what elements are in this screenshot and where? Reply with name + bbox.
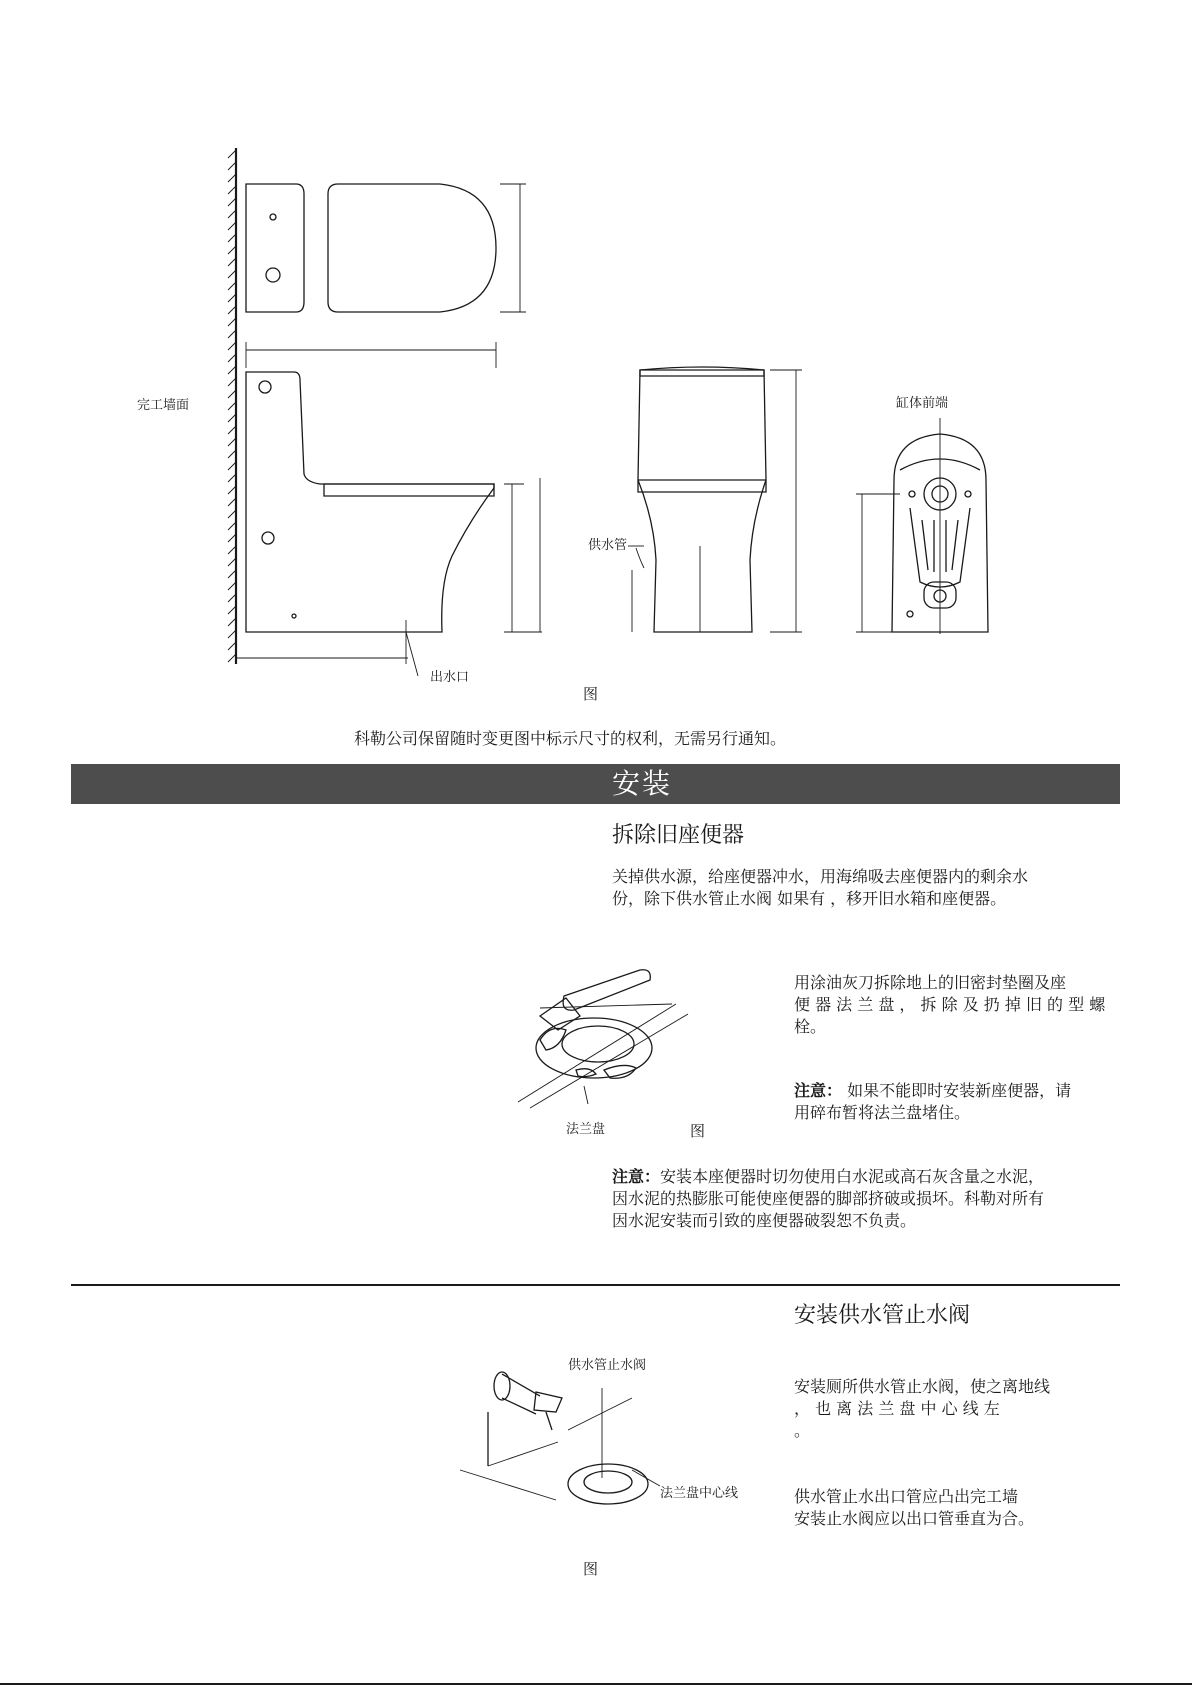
- top-view: [246, 184, 526, 312]
- flange-label: 法兰盘: [566, 1122, 606, 1137]
- note-cover-flange: [794, 1080, 1071, 1102]
- bowl-front-label: 缸体前端: [896, 396, 949, 411]
- cement-warning-2: 因水泥的热膨胀可能使座便器的脚部挤破或损坏。科勒对所有: [612, 1189, 1045, 1208]
- valve-text-4: 供水管止水出口管应凸出完工墙: [794, 1487, 1019, 1506]
- valve-and-flange: [460, 1372, 660, 1504]
- cement-warning-1: [612, 1166, 1044, 1188]
- finished-wall-label: 完工墙面: [137, 398, 190, 413]
- outlet-label: 出水口: [430, 670, 470, 685]
- valve-text-3: 。: [794, 1421, 811, 1440]
- warning-text: 安装本座便器时切勿使用白水泥或高石灰含量之水泥，: [660, 1167, 1045, 1186]
- note-label: 注意：: [794, 1081, 843, 1100]
- section-title: 安装: [612, 767, 673, 800]
- figure-label: 图: [583, 685, 599, 703]
- flange-figure-label: 图: [690, 1122, 706, 1140]
- remove-toilet-text-2: 份，除下供水管止水阀 如果有 ，移开旧水箱和座便器。: [612, 889, 1007, 908]
- scrape-text-2: 便 器 法 兰 盘 ， 拆 除 及 扔 掉 旧 的 型 螺: [794, 995, 1106, 1014]
- scrape-text-3: 栓。: [794, 1017, 827, 1036]
- scrape-text-1: 用涂油灰刀拆除地上的旧密封垫圈及座: [794, 973, 1067, 992]
- cement-warning-3: 因水泥安装而引致的座便器破裂恕不负责。: [612, 1211, 917, 1230]
- valve-text-2: ， 也 离 法 兰 盘 中 心 线 左: [794, 1399, 1000, 1418]
- finished-wall: [228, 148, 236, 664]
- dimension-notice: 科勒公司保留随时变更图中标示尺寸的权利，无需另行通知。: [354, 729, 787, 748]
- supply-pipe-label: 供水管: [588, 538, 628, 553]
- toilet-dimension-drawing: [0, 0, 1192, 720]
- valve-text-5: 安装止水阀应以出口管垂直为合。: [794, 1509, 1035, 1528]
- section-divider: [71, 1284, 1120, 1286]
- front-view: [628, 367, 802, 632]
- warning-label: 注意：: [612, 1167, 661, 1186]
- remove-toilet-heading: 拆除旧座便器: [612, 823, 745, 848]
- note-text: 如果不能即时安装新座便器，请: [842, 1081, 1072, 1100]
- flange-centerline-label: 法兰盘中心线: [660, 1486, 739, 1501]
- valve-text-1: 安装厕所供水管止水阀，使之离地线: [794, 1377, 1051, 1396]
- putty-knife-and-flange: [518, 970, 688, 1108]
- shutoff-valve-label: 供水管止水阀: [568, 1358, 647, 1373]
- install-valve-heading: 安装供水管止水阀: [794, 1303, 971, 1328]
- rear-view: [856, 418, 988, 634]
- section-banner: [71, 764, 1120, 804]
- note-cover-flange-2: 用碎布暂将法兰盘堵住。: [794, 1103, 971, 1122]
- valve-figure-label: 图: [583, 1560, 599, 1578]
- remove-toilet-text-1: 关掉供水源，给座便器冲水，用海绵吸去座便器内的剩余水: [612, 867, 1029, 886]
- side-view: [236, 342, 542, 676]
